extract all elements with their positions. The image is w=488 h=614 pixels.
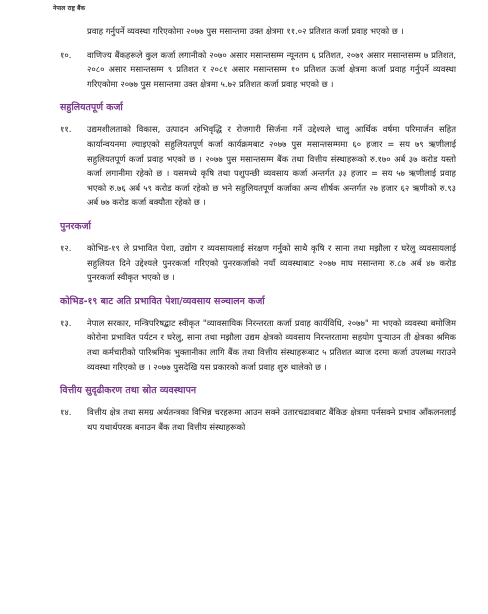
paragraph-12 [0,241,488,285]
paragraph-number: १२. [60,242,72,253]
paragraph-text: नेपाल सरकार, मन्त्रिपरिषद्बाट स्वीकृत "व्यावसायिक निरन्तरता कर्जा प्रवाह कार्यविधि, २०७७" मा भएको व्यवस्था बमोजिम कोरोना प्रभावित पर्यटन र घरेलु, साना तथा मझौला उद्यम क्षेत्रको व्यवसाय निरन्तरतामा सहयोग पुऱ्याउन ती क्षेत्रका श्रमिक तथा कर्मचारीको पारिश्रमिक भुक्तानीका लागि बैंक तथा वित्तीय संस्थाहरूबाट ५ प्रतिशत ब्याज दरमा कर्जा उपलब्ध गराउने व्यवस्था गरिएको छ । २०७७ पुसदेखि यस प्रकारको कर्जा प्रवाह शुरु थालेको छ । [87,317,456,372]
running-header: नेपाल राष्ट्र बैंक [53,5,86,12]
paragraph-text: उद्यमशीलताको विकास, उत्पादन अभिवृद्धि र रोजगारी सिर्जना गर्ने उद्देश्यले चालु आर्थिक वर्षमा परिमार्जन सहित कार्यान्वयनमा ल्याइएको सहुलियतपूर्ण कर्जा कार्यक्रमबाट २०७७ पुस मसान्तसम्ममा ६० हजार = सय ७९ ऋणीलाई सहुलियतपूर्ण कर्जा प्रवाह भएको छ । २०७७ पुस मसान्तसम्म बैंक तथा वित्तीय संस्थाहरूको रु.१७० अर्ब ३७ करोड यस्तो कर्जा लगानीमा रहेको छ । यसमध्ये कृषि तथा पशुपन्छी व्यवसाय कर्जा अन्तर्गत ३३ हजार = सय ५७ ऋणीलाई प्रवाह भएको रु.७६ अर्ब ५९ करोड कर्जा रहेको छ भने सहुलियतपूर्ण कर्जाका अन्य शीर्षक अन्तर्गत २७ हजार ६२ ऋणीको रु.९३ अर्ब ७७ करोड कर्जा बक्यौता रहेको छ । [87,124,456,208]
paragraph-number: १०. [60,49,72,60]
section-heading-refinance: पुनरकर्जा [60,220,91,232]
paragraph-14 [0,405,488,434]
paragraph-number: ११. [60,124,72,135]
paragraph-text: वित्तीय क्षेत्र तथा समग्र अर्थतन्त्रका विभिन्न चरहरूमा आउन सक्ने उतारचढावबाट बैंकिङ क्षेत्रमा पर्नसक्ने प्रभाव आँकलनलाई थप यथार्थपरक बनाउन बैंक तथा वित्तीय संस्थाहरूको [87,407,456,432]
paragraph-13 [0,316,488,374]
paragraph-number: १३. [60,317,72,328]
section-heading-covid-business-loan: कोभिड-१९ बाट अति प्रभावित पेशा/व्यवसाय सञ्चालन कर्जा [60,295,265,307]
document-body [0,24,488,434]
paragraph-11 [0,122,488,210]
continued-paragraph [0,24,488,39]
section-heading-financial-strengthening: वित्तीय सुदृढीकरण तथा स्रोत व्यवस्थापन [60,385,197,397]
paragraph-text: कोभिड-१९ ले प्रभावित पेशा, उद्योग र व्यवसायलाई संरक्षण गर्नुको साथै कृषि र साना तथा मझौला र घरेलु व्यवसायलाई सहुलियत दिने उद्देश्यले पुनरकर्जा गरिएको पुनरकर्जाको नयाँ व्यवस्थाबाट २०७७ माघ मसान्तमा रु.८७ अर्ब ४७ करोड पुनरकर्जा स्वीकृत भएको छ । [87,242,456,283]
paragraph-text: प्रवाह गर्नुपर्ने व्यवस्था गरिएकोमा २०७७ पुस मसान्तमा उक्त क्षेत्रमा ११.०२ प्रतिशत कर्जा प्रवाह भएको छ । [87,26,404,36]
section-heading-concessional-loan: सहुलियतपूर्ण कर्जा [60,102,123,114]
paragraph-10 [0,48,488,92]
paragraph-text: वाणिज्य बैंकहरूले कुल कर्जा लगानीको २०७० असार मसान्तसम्म न्यूनतम ६ प्रतिशत, २०७१ असार मसान्तसम्म ७ प्रतिशत, २०८० असार मसान्तसम्म ९ प्रतिशत र २०८१ असार मसान्तसम्म १० प्रतिशत ऊर्जा क्षेत्रमा कर्जा प्रवाह गर्नुपर्ने व्यवस्था गरिएकोमा २०७७ पुस मसान्तमा उक्त क्षेत्रमा ५.७२ प्रतिशत कर्जा प्रवाह भएको छ । [87,49,456,89]
paragraph-number: १४. [60,407,72,418]
